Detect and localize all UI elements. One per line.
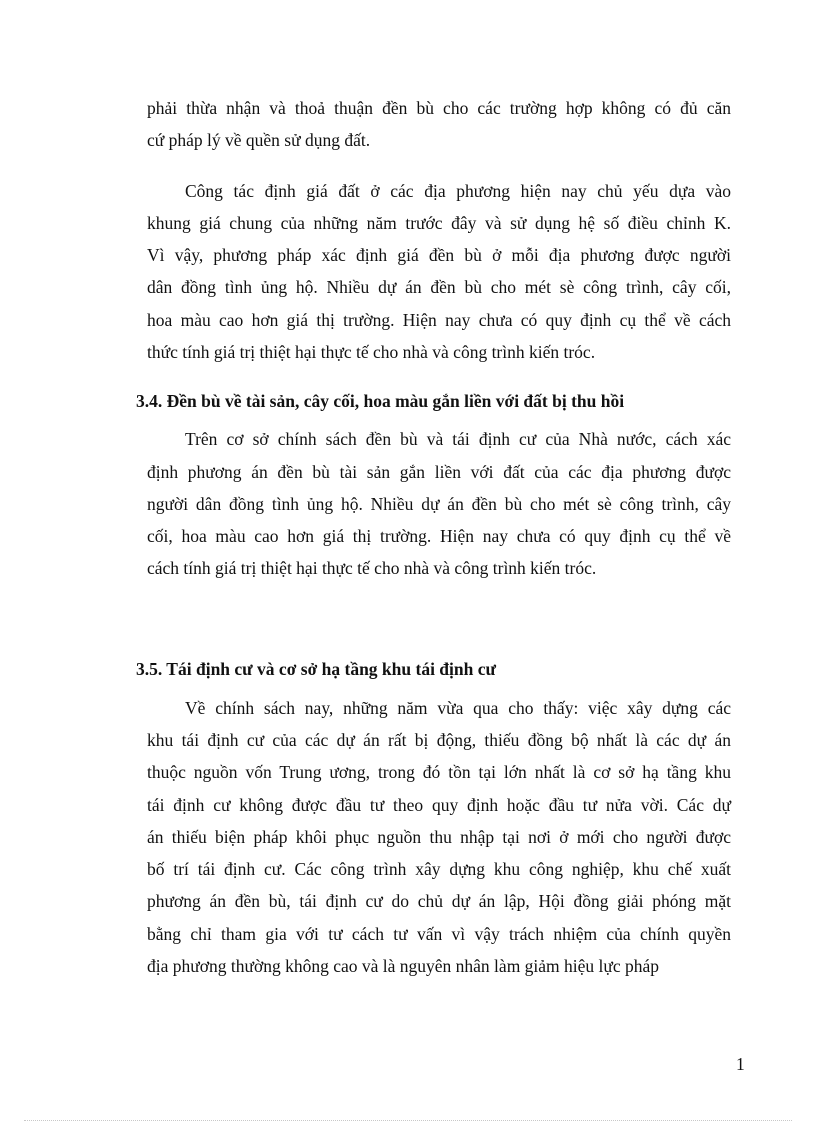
paragraph-4-line-6: bố trí tái định cư. Các công trình xây dựng khu công nghiệp, khu chế xuất — [147, 859, 731, 879]
paragraph-4-line-5: án thiếu biện pháp khôi phục nguồn thu nhập tại nơi ở mới cho người được — [147, 827, 731, 847]
page-number: 1 — [736, 1054, 745, 1074]
paragraph-2-line-2: khung giá chung của những năm trước đây và sử dụng hệ số điều chỉnh K. — [147, 213, 731, 233]
paragraph-4-line-2: khu tái định cư của các dự án rất bị động, thiếu đồng bộ nhất là các dự án — [147, 730, 731, 750]
paragraph-3-line-2: định phương án đền bù tài sản gắn liền với đất của các địa phương được — [147, 462, 731, 482]
paragraph-3-line-1: Trên cơ sở chính sách đền bù và tái định cư của Nhà nước, cách xác — [185, 429, 731, 449]
paragraph-4-line-8: bằng chỉ tham gia với tư cách tư vấn vì vậy trách nhiệm của chính quyền — [147, 924, 731, 944]
paragraph-1-line-2: cứ pháp lý về quền sử dụng đất. — [147, 130, 371, 150]
paragraph-2-line-6: thức tính giá trị thiệt hại thực tế cho nhà và công trình kiến tróc. — [147, 342, 596, 362]
footer-divider — [24, 1120, 792, 1121]
paragraph-3-line-3: người dân đồng tình ủng hộ. Nhiều dự án đền bù cho mét sè công trình, cây — [147, 494, 731, 514]
paragraph-4-line-3: thuộc nguồn vốn Trung ương, trong đó tồn tại lớn nhất là cơ sở hạ tầng khu — [147, 762, 731, 782]
paragraph-4-line-1: Về chính sách nay, những năm vừa qua cho thấy: việc xây dựng các — [185, 698, 731, 718]
paragraph-2-line-4: dân đồng tình ủng hộ. Nhiều dự án đền bù cho mét sè công trình, cây cối, — [147, 277, 731, 297]
paragraph-2-line-5: hoa màu cao hơn giá thị trường. Hiện nay chưa có quy định cụ thể về cách — [147, 310, 731, 330]
section-heading-3-4: 3.4. Đền bù về tài sản, cây cối, hoa màu gắn liền với đất bị thu hồi — [136, 391, 625, 411]
paragraph-3-line-4: cối, hoa màu cao hơn giá thị trường. Hiện nay chưa có quy định cụ thể về — [147, 526, 731, 546]
paragraph-4-line-4: tái định cư không được đầu tư theo quy định hoặc đầu tư nửa vời. Các dự — [147, 795, 731, 815]
paragraph-2-line-1: Công tác định giá đất ở các địa phương hiện nay chủ yếu dựa vào — [185, 181, 731, 201]
paragraph-1-line-1: phải thừa nhận và thoả thuận đền bù cho các trường hợp không có đủ căn — [147, 98, 731, 118]
section-heading-3-5: 3.5. Tái định cư và cơ sở hạ tầng khu tái định cư — [136, 659, 497, 679]
paragraph-2-line-3: Vì vậy, phương pháp xác định giá đền bù ở mỗi địa phương được người — [147, 245, 731, 265]
paragraph-3-line-5: cách tính giá trị thiệt hại thực tế cho nhà và công trình kiến tróc. — [147, 558, 597, 578]
paragraph-4-line-9: địa phương thường không cao và là nguyên nhân làm giảm hiệu lực pháp — [147, 956, 660, 976]
paragraph-4-line-7: phương án đền bù, tái định cư do chủ dự án lập, Hội đồng giải phóng mặt — [147, 891, 731, 911]
